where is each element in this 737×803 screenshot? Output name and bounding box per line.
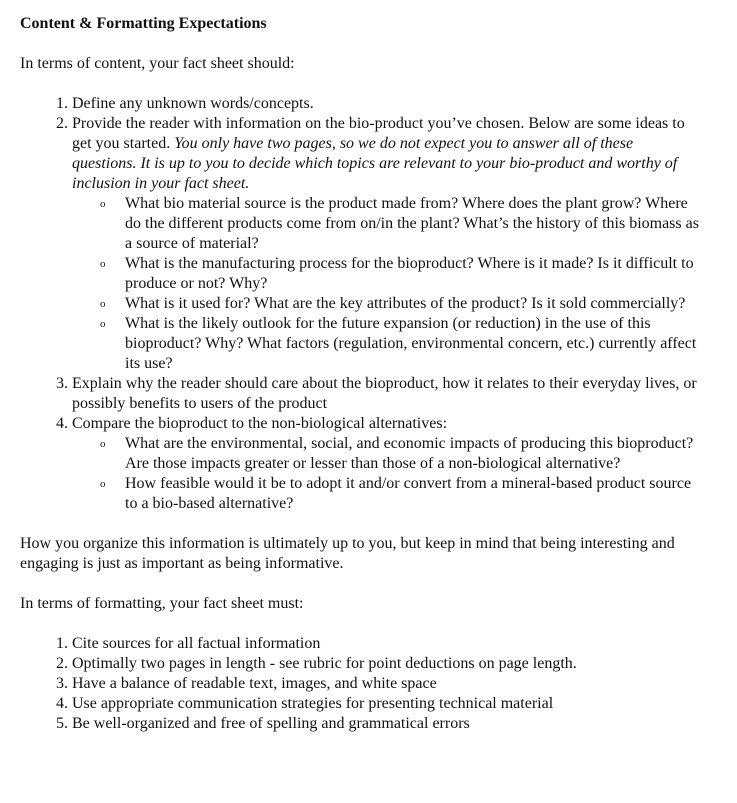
section-heading: Content & Formatting Expectations <box>20 15 267 32</box>
item-italic-note: You only have two pages, so we do not expect you to answer all of these questions. It is up to you to decide which topics are relevant to your bio-product and worthy of inclusion in your fact sheet. <box>72 135 678 192</box>
formatting-item: 3. Have a balance of readable text, images, and white space <box>72 674 700 694</box>
item-text: Provide the reader with information on the bio-product you’ve chosen. Below are some ideas to get you started. <box>72 115 685 152</box>
formatting-item: 1. Cite sources for all factual information <box>72 634 700 654</box>
sub-item: o How feasible would it be to adopt it and/or convert from a mineral-based product source to a bio-based alternative? <box>125 474 700 514</box>
sub-item: o What bio material source is the product made from? Where does the plant grow? Where do the different products come from on/in the plant? What’s the history of this biomass as a source of material? <box>125 194 700 254</box>
content-item-1 <box>72 94 700 114</box>
content-item-2 <box>72 114 700 374</box>
item-text: Define any unknown words/concepts. <box>72 95 314 112</box>
item-text: Explain why the reader should care about the bioproduct, how it relates to their everyday lives, or possibly benefits to users of the product <box>72 375 697 412</box>
item-text: Compare the bioproduct to the non-biological alternatives: <box>72 415 448 432</box>
content-item-3 <box>72 374 700 414</box>
sub-list <box>72 194 700 374</box>
formatting-intro: In terms of formatting, your fact sheet must: <box>20 595 304 612</box>
content-item-4 <box>72 414 700 514</box>
sub-list <box>72 434 700 514</box>
content-intro: In terms of content, your fact sheet should: <box>20 55 295 72</box>
formatting-item: 5. Be well-organized and free of spelling and grammatical errors <box>72 714 700 734</box>
sub-item: o What is the likely outlook for the future expansion (or reduction) in the use of this bioproduct? Why? What factors (regulation, environmental concern, etc.) currently affect its use? <box>125 314 700 374</box>
content-list <box>20 94 700 514</box>
formatting-list <box>20 634 700 734</box>
sub-item: o What is it used for? What are the key attributes of the product? Is it sold commercially? <box>125 294 700 314</box>
organize-paragraph: How you organize this information is ultimately up to you, but keep in mind that being interesting and engaging is just as important as being informative. <box>20 535 675 572</box>
formatting-item: 2. Optimally two pages in length - see rubric for point deductions on page length. <box>72 654 700 674</box>
formatting-item: 4. Use appropriate communication strategies for presenting technical material <box>72 694 700 714</box>
sub-item: o What is the manufacturing process for the bioproduct? Where is it made? Is it difficult to produce or not? Why? <box>125 254 700 294</box>
sub-item: o What are the environmental, social, and economic impacts of producing this bioproduct? Are those impacts greater or lesser than those of a non-biological alternative? <box>125 434 700 474</box>
